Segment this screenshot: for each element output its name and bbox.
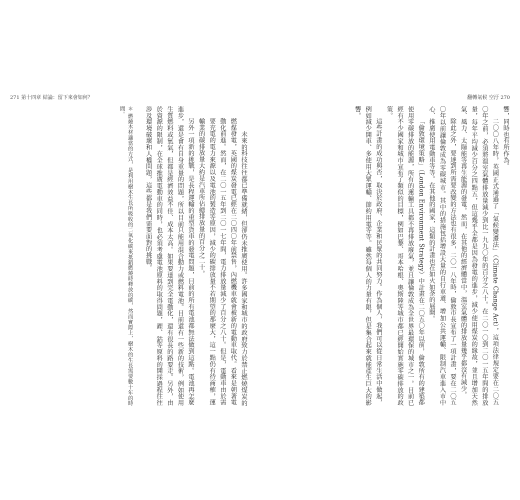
paragraph: 「倫敦環境策略」（London Environment Strategy）中計畫在二〇五〇年以前，倫敦所有的建築都使用零碳排放的能源，所有的運輸工具都不再排放廢氣，並且讓倫敦成為全世界最環保的城市之一。目前已經有不少國家和城市宣布了類似的目標，例如巴黎、哥本哈根、奧斯陸等城市都已經開始實施零碳排放的政策。 <box>385 106 425 406</box>
footnote: ＊ 燃燒木材適當的方式，是利用樹木生長所吸收的二氧化碳來抵銷燃燒時釋放的碳，然而實際上，樹木的生長需要數十年的時間。 <box>119 106 134 406</box>
left-page-body <box>10 106 248 406</box>
paragraph: 另外一項新的挑戰，是長程運輸的重型貨車的發電問題，目前的所有電池都無法做到這點。電池再怎麼進步，還是會有自身重量的問題，所以目前只能用混合動力或燃料電池。目前還有一些新的技術，例如使用生質燃料或氫氣，但都是經濟效益不佳、成本太高。如果要達到完全電動化，還有很長的路要走。另外，由於資源的限制，在全球推廣電動車的同時，也必須考慮電池原料的取得問題，鋰、鈷等原料的開採過程往往涉及環境破壞和人權問題，這些都是我們需要面對的挑戰。 <box>144 106 195 406</box>
right-page-body <box>272 106 510 406</box>
paragraph: 未來的科技往往都已準備就緒，但卻仍未推廣使用。許多國家和城市的政府致力於禁止燃燒煤炭的燃煤發電，英國的煤炭發電已經在二〇四〇年前禁售，內燃機車就會被新的電動車取代。看來是朝著電動化前進。然而，在二〇一五年到二〇一七年間，電力排放量減少了百分之八十。但是，電動車由於需要充電的電力來源以及電池的製造等原因，減少的碳排放量不若期望的那麼大，這一點仍有待商榷，運輸業的碳排放量大約是汽車所佔總排放量的百分之二十。 <box>197 118 247 406</box>
left-page-header <box>10 92 248 104</box>
right-page-running-head: 翻轉氣候 空汙 270 <box>467 95 510 101</box>
left-page <box>10 92 248 410</box>
right-page-header <box>272 92 510 104</box>
left-page-running-head: 271 第十四章 結論：留下來會如何？ <box>10 95 93 101</box>
paragraph: 響，同時也有所作為。 <box>502 106 509 170</box>
paragraph: 這些計畫的成功與否，取決於政府、企業和民眾的共同努力。作為個人，我們可以從日常生活中做起，例如減少開車、多使用大眾運輸、節約用電等等。雖然每個人的力量有限，但是集合起來就能產生巨大的影響。 <box>353 106 382 406</box>
paragraph: 除此之外，要達到所需要改變的方法也有很多，二〇一八年時，倫敦市長宣布了一項計畫，要在二〇五〇年以前讓倫敦成為零碳城市。其中的措施包括增設大量的自行車道、增加公共運輸、限制汽車進入市中心、推廣使用電動車等等。在其他的國家，這類的計畫也在如火如荼的展開。 <box>427 106 457 406</box>
right-page <box>272 92 510 410</box>
paragraph: 二〇〇八年時，英國正式通過了「氣候變遷法」（Climate Change Act），這項法律規定要在二〇五〇年之前，必須將溫室氣體排放量減少到比一九九〇年的百分之八十。在二〇一〇到二〇一五年間的排放量，每年平均減少百分之四點五，但這幾乎全都是因為發電的進步，減少使用煤炭的緣故，並且增加天然氣、風力、太陽能等再生能源的發電。然而，在其他的經濟體當中，溫室氣體的排放量幾乎都沒有減少。 <box>459 106 499 406</box>
paragraph <box>134 106 142 406</box>
